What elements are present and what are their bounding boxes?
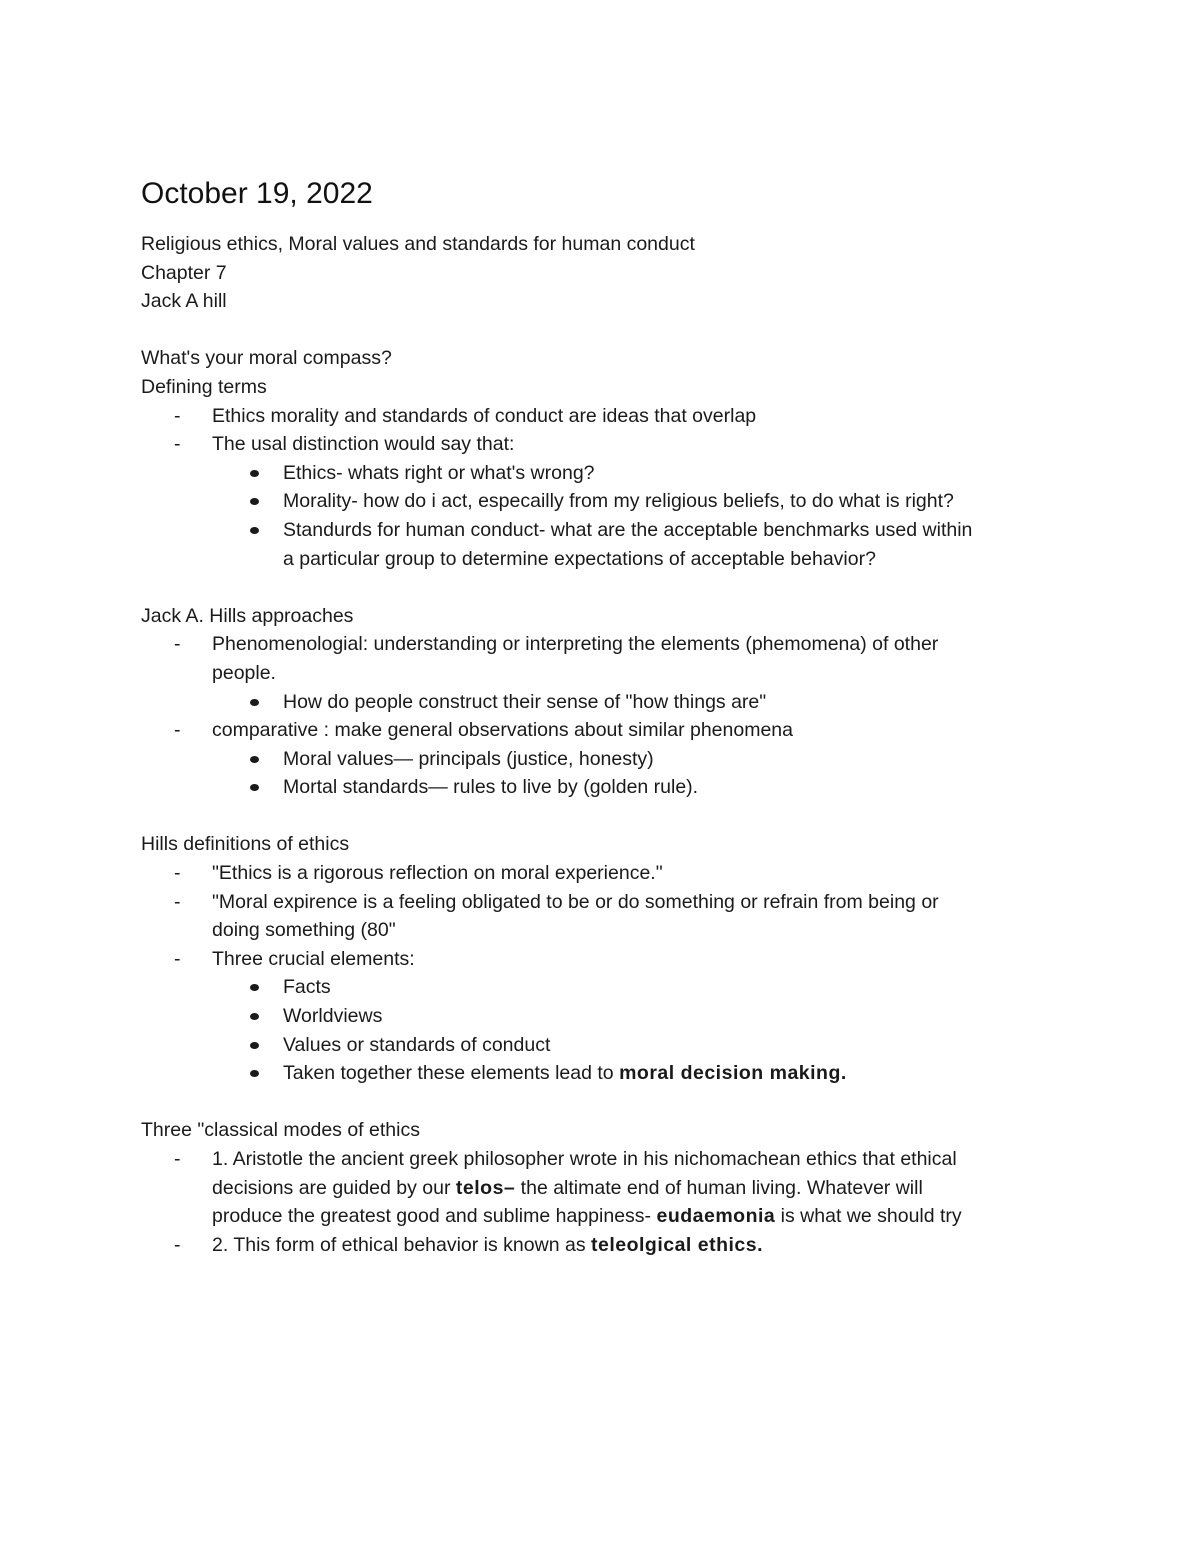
dash-marker: - bbox=[174, 719, 181, 742]
spacer bbox=[141, 1088, 1061, 1117]
section-heading-approaches: Jack A. Hills approaches bbox=[141, 604, 354, 627]
list-item-text-continued bbox=[212, 1174, 1061, 1203]
text-run: decisions are guided by our bbox=[212, 1176, 456, 1199]
dash-list-item bbox=[141, 888, 1061, 945]
header-chapter: Chapter 7 bbox=[141, 261, 227, 284]
dash-marker: - bbox=[174, 404, 181, 427]
date-title: October 19, 2022 bbox=[141, 177, 373, 210]
bullet-list-item bbox=[141, 1059, 1061, 1088]
bold-term-moral-decision-making: moral decision making. bbox=[619, 1062, 847, 1085]
dash-marker: - bbox=[174, 1233, 181, 1256]
list-item-text: Worldviews bbox=[283, 1005, 383, 1028]
list-item-text-continued: doing something (80" bbox=[212, 919, 396, 942]
bullet-list-item bbox=[141, 773, 1061, 802]
list-item-text: Values or standards of conduct bbox=[283, 1033, 551, 1056]
dash-list-item bbox=[141, 1145, 1061, 1231]
bullet-dot-icon bbox=[250, 527, 259, 534]
list-item-text: 1. Aristotle the ancient greek philosopher wrote in his nichomachean ethics that ethical bbox=[212, 1148, 957, 1170]
bullet-list-item bbox=[141, 1031, 1061, 1060]
bullet-dot-icon bbox=[250, 1070, 259, 1077]
bullet-list-item bbox=[141, 973, 1061, 1002]
list-item-text: Taken together these elements lead to bbox=[283, 1062, 620, 1085]
bullet-dot-icon bbox=[250, 756, 259, 763]
text-run: the altimate end of human living. Whatever will bbox=[515, 1176, 923, 1199]
list-item-text-continued bbox=[212, 1202, 1061, 1231]
bullet-list-item bbox=[141, 688, 1061, 717]
section-heading-classical-modes: Three "classical modes of ethics bbox=[141, 1119, 420, 1142]
section-heading-defining-terms: Defining terms bbox=[141, 375, 267, 398]
text-run: is what we should try bbox=[775, 1205, 962, 1228]
list-item-text-continued: people. bbox=[212, 661, 276, 684]
spacer bbox=[141, 573, 1061, 602]
list-item-text: Ethics morality and standards of conduct are ideas that overlap bbox=[212, 404, 757, 427]
list-item-text: Facts bbox=[283, 976, 331, 999]
dash-marker: - bbox=[174, 862, 181, 885]
bullet-dot-icon bbox=[250, 1042, 259, 1049]
list-item-text: Standurds for human conduct- what are the acceptable benchmarks used within bbox=[283, 518, 973, 541]
dash-list-item bbox=[141, 945, 1061, 974]
document-page bbox=[141, 172, 1061, 1259]
spacer bbox=[141, 802, 1061, 831]
bullet-list-item bbox=[141, 487, 1061, 516]
bullet-dot-icon bbox=[250, 699, 259, 706]
list-item-text: Morality- how do i act, especailly from my religious beliefs, to do what is right? bbox=[283, 490, 954, 513]
bullet-list-item bbox=[141, 516, 1061, 573]
dash-list-item bbox=[141, 859, 1061, 888]
dash-marker: - bbox=[174, 433, 181, 456]
list-item-text: How do people construct their sense of "how things are" bbox=[283, 690, 767, 713]
list-item-text: comparative : make general observations about similar phenomena bbox=[212, 719, 793, 742]
bullet-list-item bbox=[141, 1002, 1061, 1031]
list-item-text: 2. This form of ethical behavior is known as bbox=[212, 1233, 591, 1256]
dash-marker: - bbox=[174, 633, 181, 656]
list-item-text: "Moral expirence is a feeling obligated to be or do something or refrain from being or bbox=[212, 890, 939, 913]
section-heading-definitions: Hills definitions of ethics bbox=[141, 833, 350, 856]
dash-list-item bbox=[141, 402, 1061, 431]
list-item-text: "Ethics is a rigorous reflection on moral experience." bbox=[212, 862, 663, 885]
dash-marker: - bbox=[174, 890, 181, 913]
dash-list-item bbox=[141, 1231, 1061, 1260]
bullet-dot-icon bbox=[250, 984, 259, 991]
moral-compass-question: What's your moral compass? bbox=[141, 347, 392, 370]
bullet-dot-icon bbox=[250, 784, 259, 791]
list-item-text: Phenomenologial: understanding or interpreting the elements (phemomena) of other bbox=[212, 633, 939, 656]
dash-list-item bbox=[141, 430, 1061, 459]
bold-term-eudaemonia: eudaemonia bbox=[656, 1205, 776, 1228]
header-author: Jack A hill bbox=[141, 290, 227, 313]
bullet-dot-icon bbox=[250, 1013, 259, 1020]
spacer bbox=[141, 316, 1061, 345]
dash-list-item bbox=[141, 630, 1061, 687]
bullet-list-item bbox=[141, 459, 1061, 488]
dash-list-item bbox=[141, 716, 1061, 745]
dash-marker: - bbox=[174, 947, 181, 970]
dash-marker: - bbox=[174, 1148, 181, 1170]
list-item-text: Three crucial elements: bbox=[212, 947, 415, 970]
bullet-list-item bbox=[141, 745, 1061, 774]
bullet-dot-icon bbox=[250, 498, 259, 505]
list-item-text: Moral values— principals (justice, honesty) bbox=[283, 747, 654, 770]
header-subject: Religious ethics, Moral values and standards for human conduct bbox=[141, 233, 695, 255]
list-item-text: The usal distinction would say that: bbox=[212, 433, 515, 456]
bold-term-teleological-ethics: teleolgical ethics. bbox=[590, 1233, 764, 1256]
list-item-text: Ethics- whats right or what's wrong? bbox=[283, 461, 595, 484]
list-item-text: Mortal standards— rules to live by (golden rule). bbox=[283, 776, 699, 799]
bullet-dot-icon bbox=[250, 470, 259, 477]
text-run: produce the greatest good and sublime happiness- bbox=[212, 1205, 657, 1228]
list-item-text-continued: a particular group to determine expectations of acceptable behavior? bbox=[283, 547, 876, 570]
bold-term-telos: telos– bbox=[455, 1176, 516, 1199]
